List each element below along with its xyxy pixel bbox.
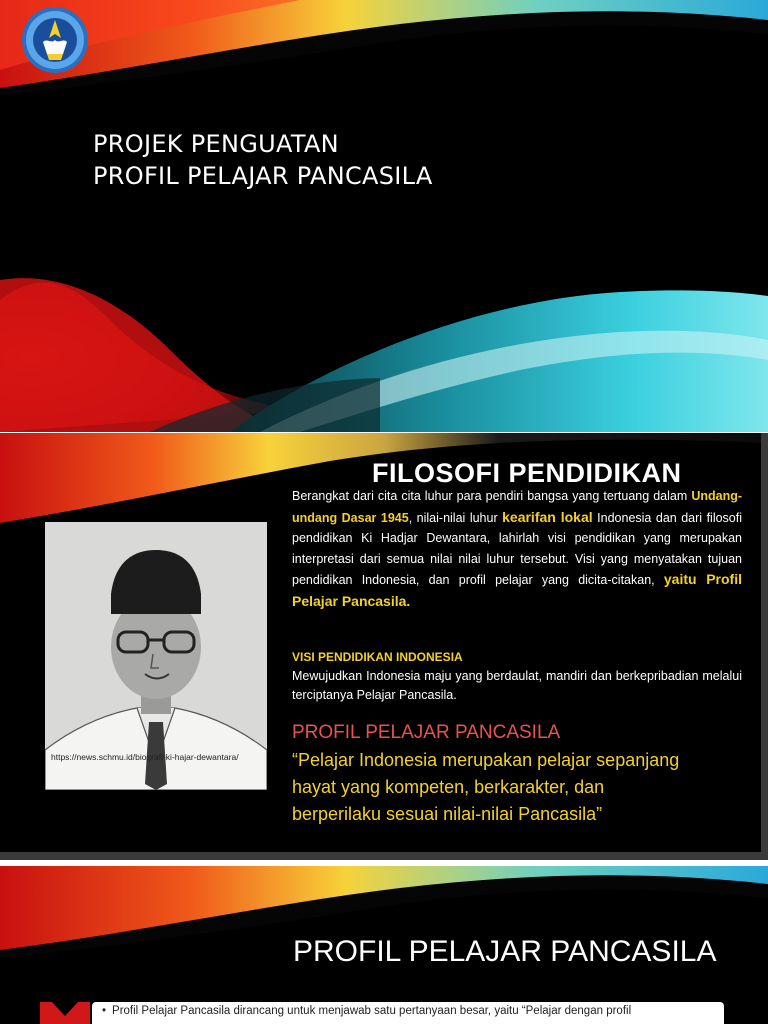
highlight-ppp: yaitu Profil Pelajar Pancasila. — [292, 571, 742, 609]
paragraph-text: Indonesia dan dari filosofi pendidikan Ki Hadjar Dewantara, lahirlah visi pendidikan yang merupakan interpretasi dari semua nilai nilai luhur tersebut. Visi yang menyatakan tujuan pendidikan Indonesia, dan profil pelajar yang dicita-citakan, — [292, 510, 743, 587]
bullet-box — [92, 1002, 724, 1024]
wave-background — [0, 0, 768, 432]
highlight-kearifan: kearifan lokal — [502, 508, 593, 525]
tut-wuri-handayani-logo — [21, 6, 89, 74]
ki-hajar-dewantara-photo — [45, 522, 267, 790]
filosofi-paragraph — [292, 486, 742, 612]
highlight-uud: Undang-undang Dasar 1945 — [292, 489, 742, 525]
portrait-illustration — [45, 522, 267, 790]
slide-heading: FILOSOFI PENDIDIKAN — [372, 458, 682, 488]
slide-filosofi — [0, 433, 768, 860]
quote-line: hayat yang kompeten, berkarakter, dan — [292, 777, 605, 797]
slide-profil — [0, 866, 768, 1024]
photo-source-caption: https://news.schmu.id/biografi-ki-hajar-dewantara/ — [51, 752, 239, 762]
quote-line: berperilaku sesuai nilai-nilai Pancasila” — [292, 804, 603, 824]
bullet-icon: • — [102, 1005, 107, 1017]
ppp-heading: PROFIL PELAJAR PANCASILA — [292, 722, 561, 743]
quote-line: “Pelajar Indonesia merupakan pelajar sepanjang — [292, 750, 680, 770]
title-line-2: PROFIL PELAJAR PANCASILA — [93, 162, 433, 190]
title-line-1: PROJEK PENGUATAN — [93, 130, 339, 158]
slide-title — [0, 0, 768, 432]
paragraph-text: Berangkat dari cita cita luhur para pendiri bangsa yang tertuang dalam — [292, 489, 692, 503]
red-chevron-icon — [40, 1002, 90, 1024]
visi-text: Mewujudkan Indonesia maju yang berdaulat, mandiri dan berkepribadian melalui terciptanya Pelajar Pancasila. — [292, 669, 742, 702]
slide-title-heading — [93, 128, 433, 192]
visi-heading: VISI PENDIDIKAN INDONESIA — [292, 650, 463, 664]
slide-heading: PROFIL PELAJAR PANCASILA — [293, 935, 717, 968]
ppp-quote — [292, 747, 752, 828]
bullet-item — [102, 1005, 631, 1017]
bullet-text: Profil Pelajar Pancasila dirancang untuk menjawab satu pertanyaan besar, yaitu “Pelajar dengan profil — [112, 1005, 632, 1017]
paragraph-text: , nilai-nilai luhur — [408, 510, 503, 525]
